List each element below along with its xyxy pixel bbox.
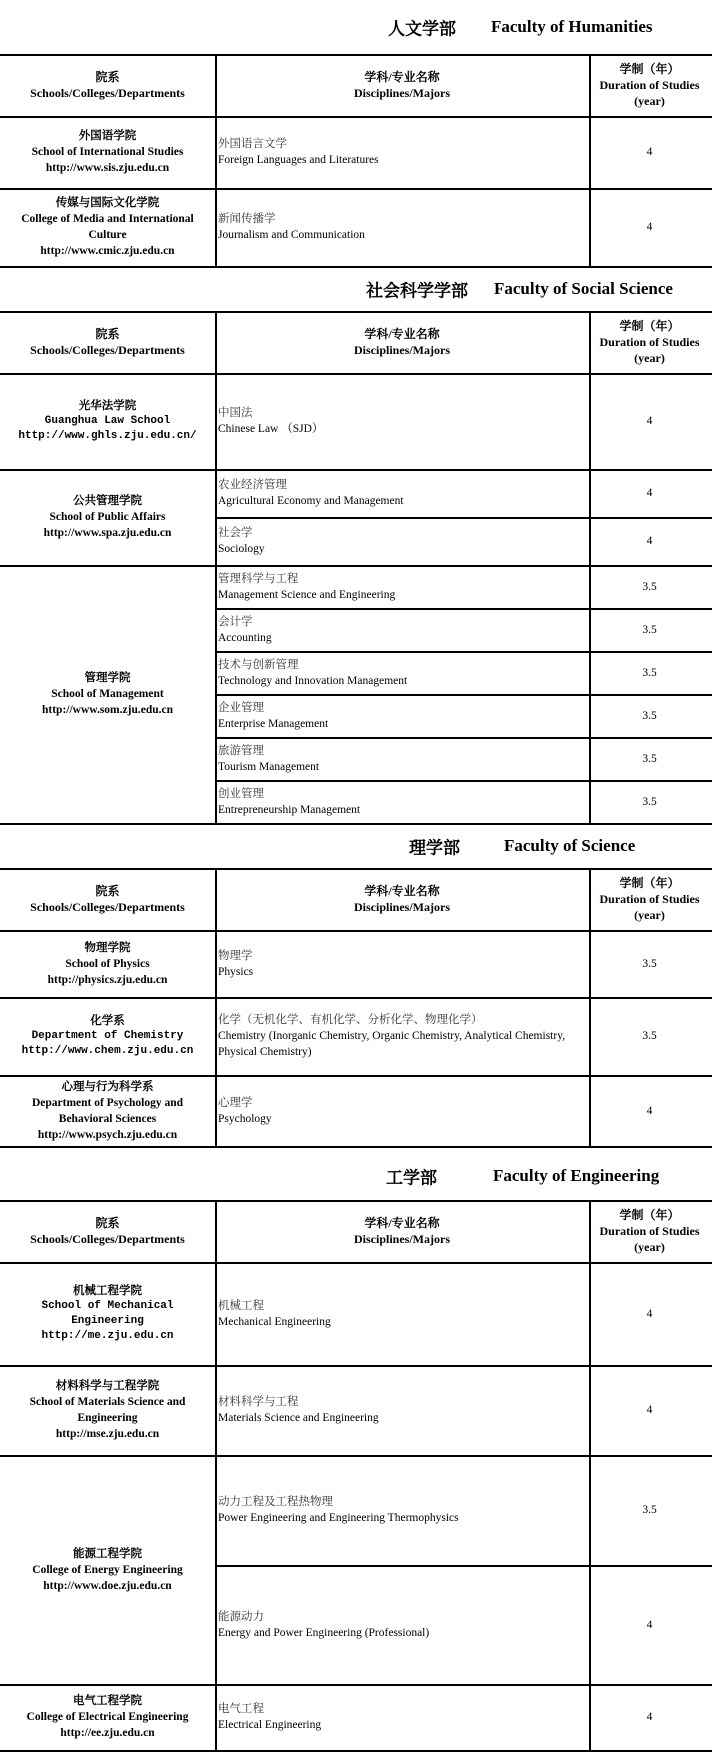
- major-name-en: Mechanical Engineering: [218, 1315, 331, 1328]
- school-name-cell: [0, 1262, 215, 1365]
- header-major: [215, 868, 589, 930]
- faculty-title-en: Faculty of Social Science: [494, 278, 673, 298]
- school-name-cell: [0, 565, 215, 823]
- duration-cell: [589, 565, 710, 608]
- school-url: http://www.ghls.zju.edu.cn/: [18, 430, 197, 442]
- major-name-cn: 动力工程及工程热物理: [218, 1496, 333, 1508]
- school-name-cn: 材料科学与工程学院: [55, 1380, 160, 1392]
- header-duration: [589, 868, 710, 930]
- duration-cell: [589, 930, 710, 997]
- school-name-cn: 物理学院: [84, 941, 131, 954]
- school-name-en: Guanghua Law School: [44, 415, 171, 427]
- major-name-cn: 企业管理: [218, 701, 264, 714]
- header-school-cn: 院系: [95, 70, 120, 84]
- major-name-cn: 机械工程: [218, 1299, 264, 1312]
- duration-cell: [589, 1684, 710, 1750]
- header-school-cn: 院系: [95, 327, 120, 341]
- major-name-en: Materials Science and Engineering: [218, 1412, 379, 1424]
- duration-cell: [589, 997, 710, 1075]
- major-name-cn: 管理科学与工程: [218, 572, 299, 585]
- duration-value: 3.5: [642, 709, 657, 722]
- header-school-en: Schools/Colleges/Departments: [30, 86, 185, 100]
- duration-cell: [589, 373, 710, 469]
- faculty-title-cn: 人文学部: [388, 19, 456, 39]
- major-name-en: Accounting: [218, 631, 272, 644]
- header-school-en: Schools/Colleges/Departments: [30, 343, 185, 357]
- header-duration: [589, 311, 710, 373]
- duration-value: 4: [646, 146, 653, 158]
- duration-value: 4: [646, 415, 653, 427]
- major-name-en: Chinese Law （SJD）: [218, 423, 324, 435]
- header-school-en: Schools/Colleges/Departments: [30, 1232, 185, 1246]
- header-major-cn: 学科/专业名称: [364, 70, 440, 84]
- header-major: [215, 54, 589, 116]
- major-cell: [215, 737, 589, 780]
- school-name-cell: [0, 1684, 215, 1750]
- duration-cell: [589, 1455, 710, 1565]
- major-name-cn: 心理学: [218, 1096, 253, 1109]
- header-school: [0, 1200, 215, 1262]
- major-cell: [215, 780, 589, 823]
- major-cell: [215, 116, 589, 188]
- duration-value: 4: [646, 221, 653, 233]
- school-name-cn: 化学系: [90, 1015, 125, 1027]
- header-school: [0, 311, 215, 373]
- school-name-cn: 光华法学院: [78, 400, 137, 412]
- header-duration-en: Duration of Studies: [599, 78, 700, 92]
- header-school-en: Schools/Colleges/Departments: [30, 900, 185, 914]
- header-school: [0, 54, 215, 116]
- school-name-cn: 管理学院: [84, 672, 131, 684]
- faculty-title-en: Faculty of Science: [504, 835, 636, 855]
- major-cell: [215, 608, 589, 651]
- major-name-cn: 能源动力: [218, 1610, 264, 1623]
- table-rule: [215, 311, 217, 823]
- major-name-en: Energy and Power Engineering (Professional): [218, 1626, 430, 1639]
- major-name-cn: 物理学: [218, 949, 253, 962]
- school-url: http://www.chem.zju.edu.cn: [21, 1045, 194, 1057]
- duration-value: 4: [646, 1307, 653, 1320]
- header-duration-en: Duration of Studies: [599, 1224, 700, 1238]
- duration-cell: [589, 469, 710, 517]
- school-name-cell: [0, 997, 215, 1075]
- major-cell: [215, 469, 589, 517]
- school-name-cell: [0, 188, 215, 266]
- school-url: http://me.zju.edu.cn: [41, 1330, 174, 1342]
- major-name-en: Chemistry (Inorganic Chemistry, Organic Chemistry, Analytical Chemistry, Physical Chemistry): [218, 1030, 566, 1058]
- school-name-en: Department of Chemistry: [31, 1030, 184, 1042]
- major-name-en: Agricultural Economy and Management: [218, 495, 404, 507]
- duration-value: 3.5: [642, 1030, 657, 1042]
- major-cell: [215, 1075, 589, 1146]
- school-name-cn: 传媒与国际文化学院: [55, 197, 160, 209]
- header-major-cn: 学科/专业名称: [364, 327, 440, 341]
- header-major-en: Disciplines/Majors: [354, 1232, 450, 1246]
- major-name-en: Physics: [218, 965, 254, 978]
- major-cell: [215, 1365, 589, 1455]
- header-school-cn: 院系: [95, 1216, 120, 1230]
- school-name-cn: 电气工程学院: [73, 1695, 142, 1707]
- major-cell: [215, 1455, 589, 1565]
- duration-cell: [589, 517, 710, 565]
- header-duration: [589, 54, 710, 116]
- major-name-cn: 电气工程: [218, 1703, 264, 1715]
- duration-value: 3.5: [642, 957, 657, 970]
- table-rule: [215, 54, 217, 266]
- duration-cell: [589, 780, 710, 823]
- major-name-en: Management Science and Engineering: [218, 588, 396, 601]
- major-name-en: Tourism Management: [218, 760, 320, 773]
- header-major-en: Disciplines/Majors: [354, 86, 450, 100]
- duration-cell: [589, 651, 710, 694]
- major-name-en: Electrical Engineering: [218, 1719, 322, 1731]
- faculty-title: [0, 823, 712, 868]
- duration-value: 3.5: [642, 1504, 657, 1516]
- major-cell: [215, 1262, 589, 1365]
- major-cell: [215, 565, 589, 608]
- major-name-cn: 中国法: [218, 407, 253, 419]
- school-name-cn: 外国语学院: [78, 130, 137, 142]
- major-name-cn: 新闻传播学: [218, 213, 276, 225]
- header-major: [215, 311, 589, 373]
- header-major-en: Disciplines/Majors: [354, 900, 450, 914]
- major-cell: [215, 188, 589, 266]
- header-major-en: Disciplines/Majors: [354, 343, 450, 357]
- header-duration-unit: (year): [634, 94, 665, 108]
- duration-value: 3.5: [642, 752, 657, 765]
- school-url: http://www.psych.zju.edu.cn: [37, 1128, 178, 1141]
- major-name-en: Journalism and Communication: [218, 229, 365, 241]
- header-major: [215, 1200, 589, 1262]
- header-duration-en: Duration of Studies: [599, 335, 700, 349]
- school-url: http://www.cmic.zju.edu.cn: [40, 245, 175, 257]
- school-name-cell: [0, 469, 215, 565]
- duration-value: 4: [646, 487, 653, 499]
- table-rule: [0, 1750, 712, 1752]
- school-url: http://www.sis.zju.edu.cn: [45, 162, 170, 174]
- school-url: http://www.spa.zju.edu.cn: [43, 527, 172, 539]
- school-url: http://physics.zju.edu.cn: [47, 973, 168, 986]
- header-duration: [589, 1200, 710, 1262]
- duration-cell: [589, 1262, 710, 1365]
- duration-value: 4: [646, 1711, 653, 1723]
- duration-value: 3.5: [642, 623, 657, 636]
- major-cell: [215, 997, 589, 1075]
- header-duration-unit: (year): [634, 1240, 665, 1254]
- faculty-title-cn: 工学部: [386, 1168, 437, 1188]
- duration-value: 4: [646, 535, 653, 547]
- major-cell: [215, 517, 589, 565]
- duration-value: 3.5: [642, 580, 657, 593]
- school-name-en: College of Energy Engineering: [32, 1563, 183, 1576]
- duration-cell: [589, 116, 710, 188]
- major-cell: [215, 1565, 589, 1684]
- table-rule: [589, 311, 591, 823]
- school-name-en: School of Public Affairs: [49, 511, 166, 523]
- duration-cell: [589, 1075, 710, 1146]
- header-major-cn: 学科/专业名称: [364, 1216, 440, 1230]
- header-duration-cn: 学制（年）: [619, 62, 680, 76]
- table-rule: [589, 54, 591, 266]
- duration-cell: [589, 1365, 710, 1455]
- faculty-title-cn: 理学部: [409, 838, 460, 857]
- duration-cell: [589, 694, 710, 737]
- faculty-title: [0, 0, 712, 54]
- major-name-en: Foreign Languages and Literatures: [218, 154, 379, 166]
- major-name-en: Enterprise Management: [218, 717, 329, 730]
- header-school: [0, 868, 215, 930]
- school-name-cn: 公共管理学院: [73, 495, 142, 507]
- major-name-cn: 旅游管理: [218, 744, 264, 757]
- school-url: http://www.doe.zju.edu.cn: [43, 1579, 172, 1592]
- school-name-en: School of International Studies: [31, 146, 184, 158]
- table-rule: [0, 1146, 712, 1148]
- major-cell: [215, 694, 589, 737]
- header-duration-cn: 学制（年）: [619, 319, 680, 333]
- school-name-en: School of Mechanical Engineering: [41, 1300, 174, 1327]
- school-name-en: School of Physics: [65, 957, 150, 970]
- major-name-en: Entrepreneurship Management: [218, 803, 361, 816]
- duration-cell: [589, 608, 710, 651]
- major-name-cn: 化学（无机化学、有机化学、分析化学、物理化学）: [218, 1014, 483, 1026]
- duration-cell: [589, 1565, 710, 1684]
- school-name-cell: [0, 1075, 215, 1146]
- school-name-cell: [0, 930, 215, 997]
- header-duration-cn: 学制（年）: [619, 1208, 680, 1222]
- duration-value: 3.5: [642, 666, 657, 679]
- faculty-title-en: Faculty of Humanities: [491, 17, 653, 36]
- school-name-en: Department of Psychology and Behavioral Sciences: [31, 1096, 184, 1125]
- faculty-title-en: Faculty of Engineering: [493, 1166, 660, 1185]
- school-url: http://www.som.zju.edu.cn: [42, 704, 173, 716]
- duration-value: 4: [646, 1104, 653, 1117]
- school-name-en: College of Media and International Culture: [21, 213, 194, 241]
- school-name-en: School of Materials Science and Engineering: [29, 1396, 186, 1424]
- duration-value: 4: [646, 1618, 653, 1631]
- header-duration-unit: (year): [634, 908, 665, 922]
- major-name-cn: 社会学: [218, 527, 253, 539]
- duration-value: 4: [646, 1404, 653, 1416]
- major-name-en: Sociology: [218, 543, 265, 555]
- school-name-cn: 心理与行为科学系: [61, 1080, 154, 1093]
- major-name-cn: 外国语言文学: [218, 138, 287, 150]
- header-duration-en: Duration of Studies: [599, 892, 700, 906]
- header-school-cn: 院系: [95, 884, 120, 898]
- school-name-cell: [0, 116, 215, 188]
- major-cell: [215, 651, 589, 694]
- major-name-cn: 农业经济管理: [218, 479, 287, 491]
- duration-cell: [589, 737, 710, 780]
- major-name-en: Technology and Innovation Management: [218, 674, 408, 687]
- school-name-cell: [0, 1365, 215, 1455]
- school-url: http://ee.zju.edu.cn: [60, 1727, 155, 1739]
- school-name-cell: [0, 373, 215, 469]
- major-name-cn: 材料科学与工程: [218, 1396, 299, 1408]
- major-name-cn: 技术与创新管理: [218, 658, 299, 671]
- faculty-title: [0, 266, 712, 311]
- major-cell: [215, 373, 589, 469]
- major-cell: [215, 930, 589, 997]
- school-name-cn: 能源工程学院: [73, 1547, 142, 1560]
- school-name-en: School of Management: [51, 688, 164, 700]
- header-duration-cn: 学制（年）: [619, 876, 680, 890]
- faculty-title: [0, 1152, 712, 1200]
- duration-value: 3.5: [642, 795, 657, 808]
- header-duration-unit: (year): [634, 351, 665, 365]
- major-name-en: Psychology: [218, 1112, 272, 1125]
- school-name-cn: 机械工程学院: [73, 1285, 142, 1297]
- major-name-cn: 创业管理: [218, 787, 264, 800]
- school-name-en: College of Electrical Engineering: [26, 1711, 189, 1723]
- major-name-cn: 会计学: [218, 615, 253, 628]
- header-major-cn: 学科/专业名称: [364, 884, 440, 898]
- duration-cell: [589, 188, 710, 266]
- table-rule: [215, 868, 217, 1146]
- faculty-title-cn: 社会科学学部: [366, 281, 468, 300]
- table-rule: [589, 1200, 591, 1750]
- school-url: http://mse.zju.edu.cn: [55, 1428, 160, 1440]
- school-name-cell: [0, 1455, 215, 1684]
- major-name-en: Power Engineering and Engineering Thermophysics: [218, 1512, 459, 1524]
- table-rule: [215, 1200, 217, 1750]
- table-rule: [589, 868, 591, 1146]
- major-cell: [215, 1684, 589, 1750]
